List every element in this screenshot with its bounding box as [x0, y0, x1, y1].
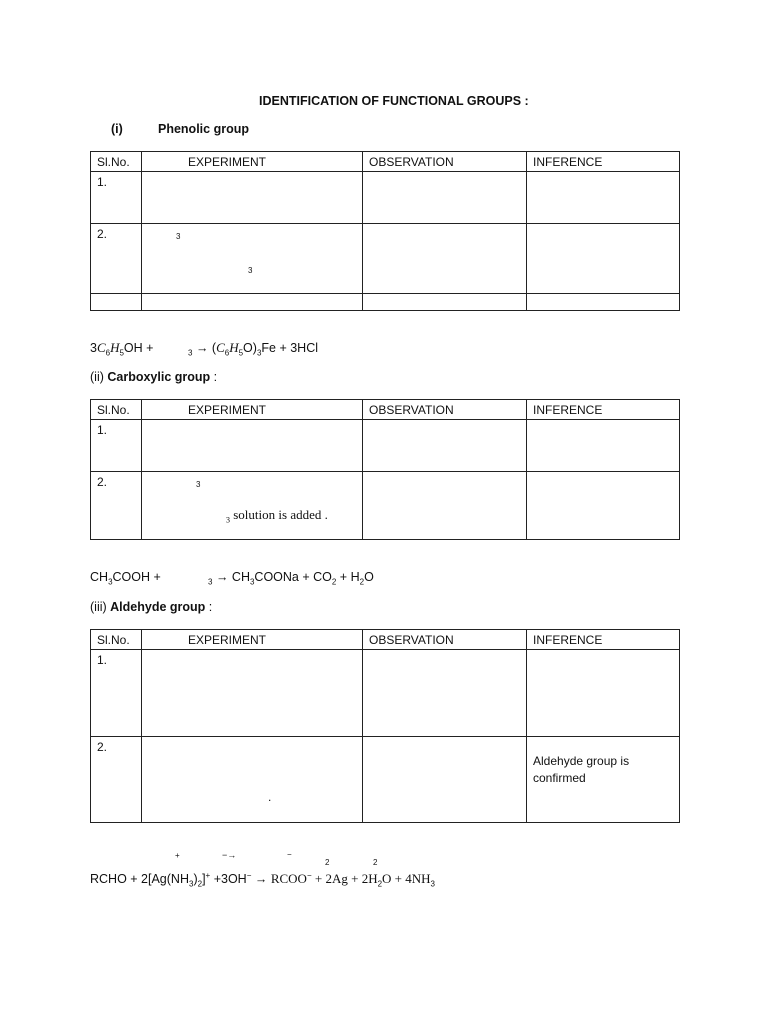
inference-cell	[527, 224, 680, 294]
experiment-text: solution is added .	[230, 507, 328, 522]
eq-subscript: 3	[226, 515, 230, 525]
inference-cell	[527, 172, 680, 224]
header-inference: INFERENCE	[527, 400, 680, 420]
row-number	[91, 294, 142, 311]
eq-subscript: 2	[377, 879, 383, 889]
eq-text: →	[251, 872, 271, 887]
row-number: 1.	[91, 420, 142, 472]
eq-text: RCHO + 2[Ag(NH	[90, 872, 189, 887]
observation-cell	[363, 224, 527, 294]
eq-text: + 2Ag +	[311, 871, 362, 887]
eq-text: H	[229, 340, 239, 355]
table-row	[91, 737, 680, 823]
row-number: 2.	[91, 224, 142, 294]
carboxylic-table	[90, 399, 680, 540]
table-row	[91, 294, 680, 311]
header-slno: Sl.No.	[91, 152, 142, 172]
observation-cell	[363, 420, 527, 472]
experiment-fragment: .	[268, 790, 272, 804]
observation-cell	[363, 172, 527, 224]
eq-subscript: 6	[224, 348, 230, 358]
eq-subscript: 2	[197, 879, 203, 889]
eq-text: COONa + CO	[254, 570, 332, 584]
page-title: IDENTIFICATION OF FUNCTIONAL GROUPS :	[259, 94, 529, 108]
eq-text: O)	[243, 341, 257, 355]
header-observation: OBSERVATION	[363, 630, 527, 650]
table-row	[91, 472, 680, 540]
eq-superscript: −	[246, 871, 252, 880]
experiment-cell	[142, 294, 363, 311]
eq-text: CH	[90, 570, 109, 584]
row-number: 1.	[91, 172, 142, 224]
inference-cell	[527, 472, 680, 540]
eq-fragment: −→	[222, 850, 237, 860]
eq-text: RCOO	[270, 871, 307, 887]
eq-text: COOH +	[112, 570, 161, 584]
experiment-cell	[142, 172, 363, 224]
eq-text: +3OH	[210, 872, 247, 887]
eq-text: ]	[202, 872, 206, 887]
eq-text: O	[364, 570, 374, 584]
eq-subscript: 3	[430, 879, 435, 889]
eq-fragment: 2	[325, 858, 330, 867]
header-experiment: EXPERIMENT	[142, 152, 363, 172]
eq-text: H	[110, 340, 120, 355]
eq-fragment: +	[175, 851, 180, 860]
row-number: 2.	[91, 472, 142, 540]
eq-subscript: 3	[208, 577, 213, 587]
equation-acetic-nahco3-product	[208, 570, 374, 587]
inference-cell	[527, 294, 680, 311]
header-observation: OBSERVATION	[363, 152, 527, 172]
observation-cell	[363, 472, 527, 540]
eq-superscript: +	[205, 871, 211, 880]
section-number: (i)	[111, 122, 123, 136]
observation-cell	[363, 294, 527, 311]
table-header-row	[91, 400, 680, 420]
equation-tollens	[90, 871, 435, 889]
aldehyde-table	[90, 629, 680, 823]
header-observation: OBSERVATION	[363, 400, 527, 420]
eq-subscript: 2	[359, 577, 365, 587]
header-inference: INFERENCE	[527, 152, 680, 172]
section-name: Carboxylic group	[107, 370, 211, 384]
eq-fragment: −	[287, 850, 292, 859]
subscript-fragment: 3	[176, 232, 181, 241]
table-row	[91, 420, 680, 472]
eq-text: C	[216, 340, 225, 355]
table-header-row	[91, 152, 680, 172]
header-slno: Sl.No.	[91, 630, 142, 650]
eq-text: → CH	[215, 570, 250, 584]
eq-text: OH +	[123, 341, 154, 355]
header-slno: Sl.No.	[91, 400, 142, 420]
eq-superscript: −	[306, 871, 312, 880]
table-row	[91, 172, 680, 224]
eq-subscript: 5	[119, 348, 124, 358]
experiment-fragment	[226, 506, 328, 529]
section-heading-aldehyde	[90, 600, 212, 614]
inference-cell	[527, 650, 680, 737]
eq-subscript: 6	[105, 348, 111, 358]
section-number: (ii)	[90, 370, 108, 384]
eq-subscript: 3	[108, 577, 113, 587]
row-number: 1.	[91, 650, 142, 737]
equation-acetic-nahco3	[90, 570, 161, 587]
phenolic-table	[90, 151, 680, 311]
eq-subscript: 3	[256, 348, 262, 358]
header-experiment: EXPERIMENT	[142, 400, 363, 420]
eq-subscript: 3	[188, 879, 194, 889]
eq-text: O + 4NH	[382, 871, 431, 887]
section-heading-phenolic: Phenolic group	[158, 122, 249, 136]
inference-cell	[527, 420, 680, 472]
experiment-cell	[142, 737, 363, 823]
eq-text: C	[96, 340, 106, 355]
eq-subscript: 3	[249, 577, 255, 587]
row-number: 2.	[91, 737, 142, 823]
observation-cell	[363, 650, 527, 737]
eq-subscript: 5	[238, 348, 244, 358]
observation-cell	[363, 737, 527, 823]
section-name: Aldehyde group	[110, 600, 206, 614]
eq-text: )	[193, 872, 198, 887]
equation-phenol-fecl3	[90, 340, 153, 358]
experiment-cell	[142, 224, 363, 294]
table-header-row	[91, 630, 680, 650]
eq-subscript: 3	[188, 348, 193, 358]
eq-text: 2H	[361, 871, 378, 887]
table-row	[91, 650, 680, 737]
eq-subscript: 2	[331, 577, 337, 587]
eq-text: → (	[195, 341, 217, 355]
eq-text: + H	[336, 570, 360, 584]
inference-cell: Aldehyde group is confirmed	[527, 737, 680, 823]
experiment-cell	[142, 650, 363, 737]
header-inference: INFERENCE	[527, 630, 680, 650]
subscript-fragment: 3	[196, 480, 201, 489]
table-row	[91, 224, 680, 294]
section-heading-carboxylic	[90, 370, 217, 384]
eq-text: 3	[90, 341, 97, 355]
subscript-fragment: 3	[248, 266, 253, 275]
eq-text: Fe + 3HCl	[261, 341, 319, 355]
equation-phenol-fecl3-product	[188, 340, 318, 358]
eq-fragment: 2	[373, 858, 378, 867]
header-experiment: EXPERIMENT	[142, 630, 363, 650]
section-colon: :	[205, 600, 213, 614]
section-colon: :	[210, 370, 218, 384]
experiment-cell	[142, 472, 363, 540]
experiment-cell	[142, 420, 363, 472]
section-number: (iii)	[90, 600, 111, 614]
